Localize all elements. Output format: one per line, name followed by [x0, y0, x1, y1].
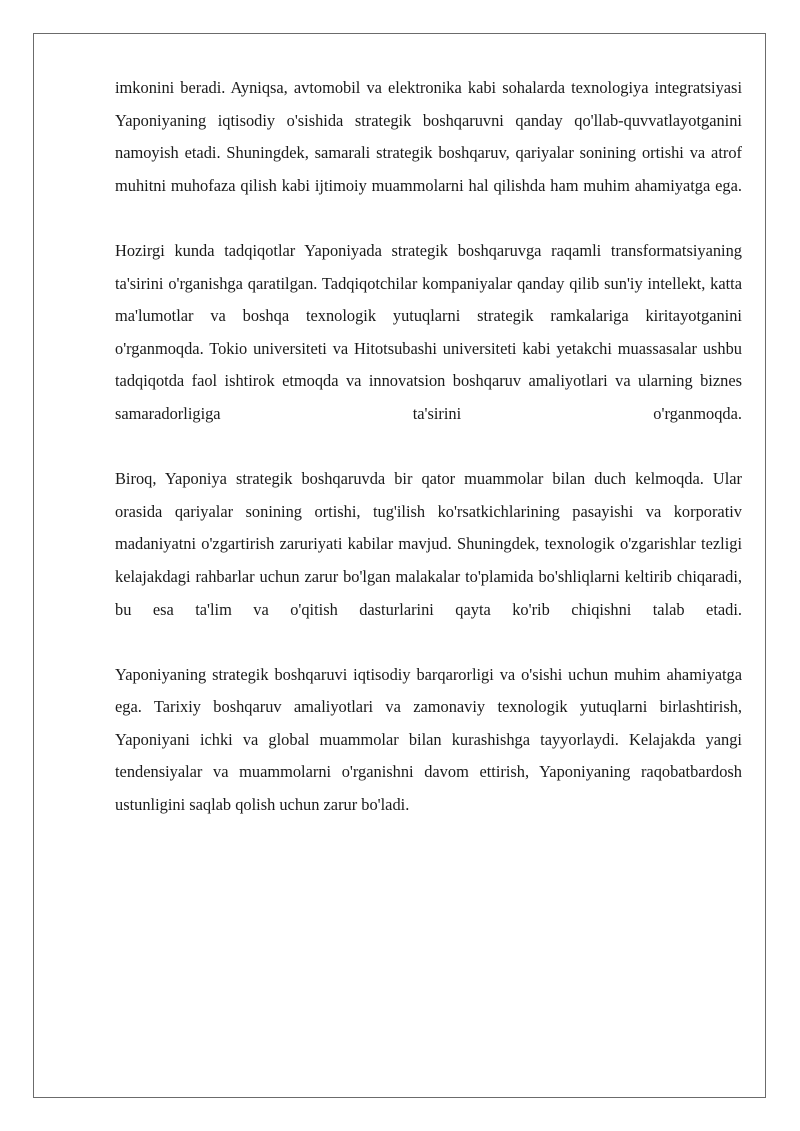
paragraph-3: Biroq, Yaponiya strategik boshqaruvda bir qator muammolar bilan duch kelmoqda. Ular orasida qariyalar sonining ortishi, tug'ilish ko'rsatkichlarining pasayishi va korporativ madaniyatni o'zgartirish zaruriyati kabilar mavjud. Shuningdek, texnologik o'zgarishlar tezligi kelajakdagi rahbarlar uchun zarur bo'lgan malakalar to'plamida bo'shliqlarni keltirib chiqaradi, bu esa ta'lim va o'qitish dasturlarini qayta ko'rib chiqishni talab etadi.	[115, 469, 742, 619]
paragraph-2: Hozirgi kunda tadqiqotlar Yaponiyada strategik boshqaruvga raqamli transformatsiyaning ta'sirini o'rganishga qaratilgan. Tadqiqotchilar kompaniyalar qanday qilib sun'iy intellekt, katta ma'lumotlar va boshqa texnologik yutuqlarni strategik ramkalariga kiritayotganini o'rganmoqda. Tokio universiteti va Hitotsubashi universiteti kabi yetakchi muassasalar ushbu tadqiqotda faol ishtirok etmoqda va innovatsion boshqaruv amaliyotlari va ularning biznes samaradorligiga ta'sirini o'rganmoqda.	[115, 240, 742, 423]
paragraph-4: Yaponiyaning strategik boshqaruvi iqtisodiy barqarorligi va o'sishi uchun muhim ahamiyatga ega. Tarixiy boshqaruv amaliyotlari va zamonaviy texnologik yutuqlarni birlashtirish, Yaponiyani ichki va global muammolar bilan kurashishga tayyorlaydi. Kelajakda yangi tendensiyalar va muammolarni o'rganishni davom ettirish, Yaponiyaning raqobatbardosh ustunligini saqlab qolish uchun zarur bo'ladi.	[115, 664, 742, 815]
document-body	[115, 72, 742, 854]
paragraph-1: imkonini beradi. Ayniqsa, avtomobil va elektronika kabi sohalarda texnologiya integratsiyasi Yaponiyaning iqtisodiy o'sishida strategik boshqaruvni qanday qo'llab-quvvatlayotganini namoyish etadi. Shuningdek, samarali strategik boshqaruv, qariyalar sonining ortishi va atrof muhitni muhofaza qilish kabi ijtimoiy muammolarni hal qilishda ham muhim ahamiyatga ega.	[115, 78, 742, 195]
